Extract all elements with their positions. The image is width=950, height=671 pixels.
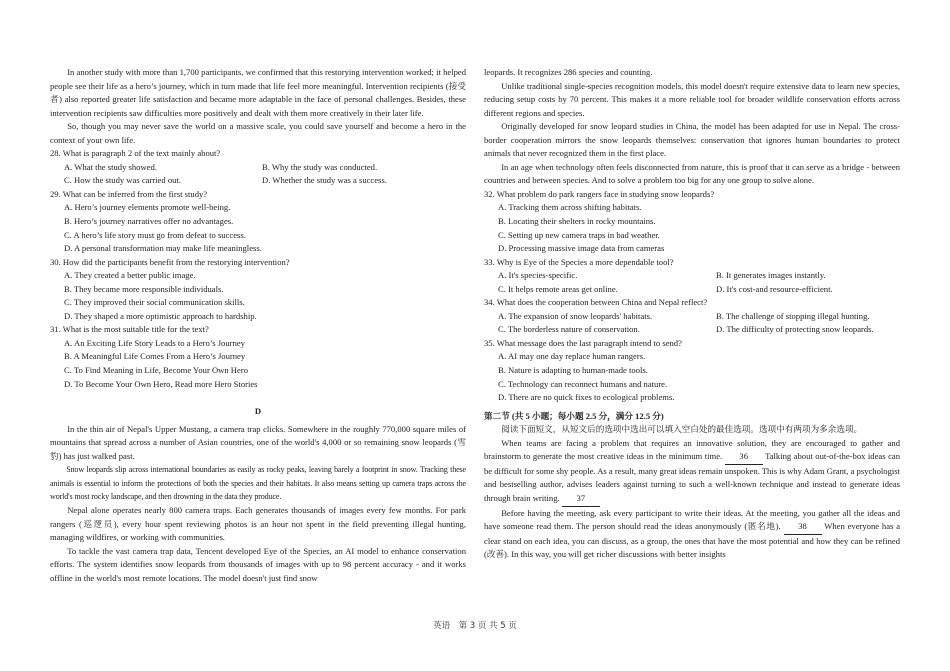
option-c: C. The borderless nature of conservation. [498,324,640,335]
option-d: D. Processing massive image data from cameras [498,243,665,254]
option-b: B. A Meaningful Life Comes From a Hero’s Journey [64,351,246,362]
option-b: B. Why the study was conducted. [262,161,378,172]
question-stem: 30. How did the participants benefit from the restorying intervention? [50,256,290,267]
question-stem: 29. What can be inferred from the first study? [50,188,208,199]
question-stem: 34. What does the cooperation between China and Nepal reflect? [484,297,708,308]
paragraph: In the thin air of Nepal's Upper Mustang, a camera trap clicks. Somewhere in the roughly 770,000 square miles of mountains that spread across a number of Asian countries, one of the world's 4,000 or so remaining snow leopards (雪豹) has just walked past. [50,423,466,461]
option-b: B. Nature is adapting to human-made tools. [498,365,648,376]
option-d: D. Whether the study was a success. [262,175,387,186]
cloze-paragraph-1 [484,437,900,507]
option-list [50,269,466,323]
paragraph: So, though you may never save the world on a massive scale, you could save yourself and become a hero in the context of your own life. [50,121,466,145]
option-d: D. A personal transformation may make life meaningless. [64,243,262,254]
option-c: C. Technology can reconnect humans and nature. [498,378,668,389]
option-list [50,201,466,255]
question-stem: 31. What is the most suitable title for the text? [50,324,209,335]
option-c: C. They improved their social communication skills. [64,297,245,308]
paragraph: In an age when technology often feels disconnected from nature, this is proof that it can serve as a bridge - between countries and between species. And to solve a problem too big for any one group to solve alone. [484,161,900,186]
option-a: A. They created a better public image. [64,270,196,281]
option-d: D. They shaped a more optimistic approach to hardship. [64,310,257,321]
paragraph-continued: leopards. It recognizes 286 species and counting. [484,67,653,77]
right-column [484,66,900,562]
blank-37: 37 [562,492,600,507]
option-d: D. There are no quick fixes to ecological problems. [498,392,675,403]
blank-38: 38 [784,520,822,535]
section-2-instruction: 阅读下面短文，从短文后的选项中选出可以填入空白处的最佳选项。选项中有两项为多余选项。 [501,424,863,435]
question-33 [484,256,900,297]
option-c: C. How the study was carried out. [64,175,181,186]
option-d: D. It's cost-and resource-efficient. [716,283,833,294]
option-c: C. Setting up new camera traps in bad weather. [498,229,660,240]
option-a: A. Tracking them across shifting habitats. [498,202,642,213]
option-b: B. They became more responsible individuals. [64,283,224,294]
paragraph: To tackle the vast camera trap data, Tencent developed Eye of the Species, an AI model to enhance conservation efforts. The system identifies snow leopards from thousands of images with up to 98 percent accuracy - and it works offline in the world's most remote locations. The model doesn't just find snow [50,545,466,583]
paragraph: Snow leopards slip across international boundaries as easily as rocky peaks, leaving barely a footprint in snow. Tracking these animals is essential to inform the protections of both the species and their habitats. It also means setting up camera traps across the world's most rocky landscape, and then drowning in the data they produce. [50,465,466,502]
paragraph: Unlike traditional single-species recognition models, this model doesn't require extensive data to learn new species, reducing setup costs by 70 percent. This makes it a more reliable tool for broader wildlife conservation efforts across different regions and species. [484,80,900,118]
question-30 [50,256,466,324]
option-a: A. AI may one day replace human rangers. [498,351,646,362]
option-a: A. What the study showed. [64,161,157,172]
option-list [50,161,466,188]
question-29 [50,188,466,256]
option-b: B. The challenge of stopping illegal hunting. [716,310,870,321]
option-a: A. An Exciting Life Story Leads to a Hero’s Journey [64,337,245,348]
question-34 [484,296,900,337]
option-b: B. It generates images instantly. [716,270,826,281]
option-a: A. It's species-specific. [498,270,578,281]
paragraph: In another study with more than 1,700 participants, we confirmed that this restorying intervention worked; it helped people see their life as a hero’s journey, which in turn made that life feel more meaningful. Intervention recipients (接受者) also reported greater life satisfaction and became more adaptable in the face of personal challenges. Besides, these intervention recipients saw difficulties more positively and dealt with them more creatively in their later life. [50,67,466,118]
paragraph: Nepal alone operates nearly 800 camera traps. Each generates thousands of images every few months. For park rangers (巡逻员), every hour spent reviewing photos is an hour not spent in the field preventing illegal hunting, managing wildfires, or working with communities. [50,504,466,543]
option-d: D. The difficulty of protecting snow leopards. [716,324,874,335]
question-32 [484,188,900,256]
option-d: D. To Become Your Own Hero, Read more Hero Stories [64,378,258,389]
option-c: C. A hero’s life story must go from defeat to success. [64,229,246,240]
question-31 [50,323,466,391]
blank-36: 36 [725,450,763,465]
left-column [50,66,466,585]
page-footer: 英语 第 3 页 共 5 页 [433,621,517,631]
option-list [484,269,900,296]
option-list [484,310,900,337]
cloze-text: When everyone has a clear stand on each idea, you can discuss, as a group, the ones that have the most potential and how they can be refined (改善). In this way, you will get richer discussions with better insights [484,521,901,560]
option-c: C. To Find Meaning in Life, Become Your Own Hero [64,365,248,376]
option-a: A. Hero’s journey elements promote well-being. [64,202,231,213]
cloze-text: When teams are facing a problem that requires an innovative solution, they are encouraged to gather and brainstorm to generate the most creative ideas in the minimum time. [484,437,900,462]
question-stem: 28. What is paragraph 2 of the text mainly about? [50,148,221,159]
cloze-paragraph-2 [484,507,900,562]
question-stem: 32. What problem do park rangers face in studying snow leopards? [484,188,715,199]
option-list [50,337,466,391]
option-c: C. It helps remote areas get online. [498,283,618,294]
question-stem: 33. Why is Eye of the Species a more dependable tool? [484,256,674,267]
question-35 [484,337,900,405]
question-stem: 35. What message does the last paragraph intend to send? [484,337,682,348]
option-a: A. The expansion of snow leopards' habitats. [498,310,653,321]
cloze-text: Talking about out-of-the-box ideas can be difficult for some shy people. As a result, many great ideas remain unspoken. This is why Adam Grant, a psychologist and bestselling author, advises leaders against turning to such a well-known technique and instead to generate ideas through brain writing. [484,451,901,503]
section-heading-d: D [254,406,262,417]
option-b: B. Hero’s journey narratives offer no advantages. [64,216,234,227]
cloze-text: Before having the meeting, ask every participant to write their ideas. At the meeting, you gather all the ideas and have someone read them. The person should read the ideas anonymously (匿名地). [484,507,900,532]
option-b: B. Locating their shelters in rocky mountains. [498,216,656,227]
paragraph: Originally developed for snow leopard studies in China, the model has been adapted for use in Nepal. The cross-border cooperation mirrors the snow leopards themselves: conservation that ignores human boundaries to protect animals that never recognized them in the first place. [484,121,900,159]
section-2-header: 第二节 (共 5 小题；每小题 2.5 分，满分 12.5 分) [484,410,664,421]
question-28 [50,147,466,188]
option-list [484,201,900,255]
option-list [484,350,900,404]
